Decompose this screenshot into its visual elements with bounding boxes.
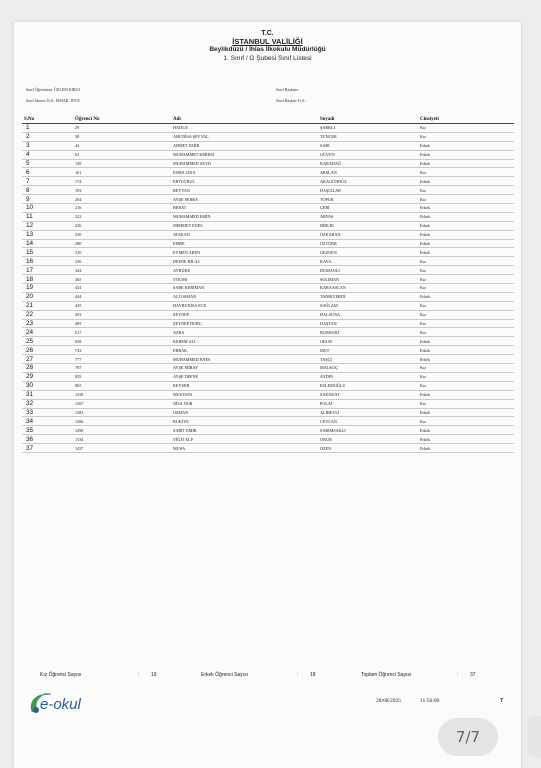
row-gender: Erkek xyxy=(418,346,514,355)
row-name: AYBÜKE xyxy=(171,266,318,275)
row-student-no: 1267 xyxy=(73,399,171,408)
row-gender: Kız xyxy=(418,124,514,133)
row-name: MUSA xyxy=(171,444,318,453)
row-gender: Erkek xyxy=(418,159,514,168)
row-student-no: 444 xyxy=(73,292,171,301)
row-name: MEHMET ENES xyxy=(171,221,318,230)
row-surname: CEYLAN xyxy=(318,417,418,426)
row-gender: Kız xyxy=(418,364,514,373)
row-student-no: 38 xyxy=(73,132,171,141)
row-student-no: 149 xyxy=(73,159,171,168)
table-row xyxy=(22,266,514,275)
row-student-no: 29 xyxy=(73,124,171,133)
row-sno: 21 xyxy=(22,301,73,310)
row-name: EMRE xyxy=(171,239,318,248)
row-gender: Kız xyxy=(418,132,514,141)
table-row xyxy=(22,212,514,221)
row-student-no: 777 xyxy=(73,355,171,364)
row-name: AHMET EMİR xyxy=(171,141,318,150)
meb-label: MEB xyxy=(44,692,51,696)
row-sno: 36 xyxy=(22,435,73,444)
row-gender: Kız xyxy=(418,319,514,328)
row-surname: DAŞCILAR xyxy=(318,186,418,195)
row-student-no: 743 xyxy=(73,346,171,355)
col-name: Adı xyxy=(171,116,318,124)
row-student-no: 1283 xyxy=(73,408,171,417)
row-name: DEFNE HİLAL xyxy=(171,257,318,266)
row-name: KEVSER xyxy=(171,381,318,390)
header-tc: T.C. xyxy=(261,30,274,37)
row-surname: TANRIVERDİ xyxy=(318,292,418,301)
row-surname: ARVAS xyxy=(318,212,418,221)
row-sno: 31 xyxy=(22,390,73,399)
table-row xyxy=(22,319,514,328)
row-surname: SOLIMAN xyxy=(318,275,418,284)
col-sno: S.No xyxy=(22,116,73,124)
table-row xyxy=(22,186,514,195)
row-student-no: 63 xyxy=(73,150,171,159)
document-page xyxy=(14,22,521,768)
total-count: 37 xyxy=(470,672,476,678)
table-row xyxy=(22,372,514,381)
table-row xyxy=(22,168,514,177)
row-gender: Kız xyxy=(418,417,514,426)
table-row xyxy=(22,195,514,204)
row-student-no: 310 xyxy=(73,248,171,257)
table-row xyxy=(22,292,514,301)
row-student-no: 174 xyxy=(73,177,171,186)
row-surname: AYDIN xyxy=(318,372,418,381)
table-row xyxy=(22,417,514,426)
row-surname: OKUR xyxy=(318,337,418,346)
row-sno: 25 xyxy=(22,337,73,346)
row-gender: Kız xyxy=(418,186,514,195)
row-name: MUHAMMED ZEYD xyxy=(171,159,318,168)
row-name: AHUNİSA ŞEVVAL xyxy=(171,132,318,141)
row-sno: 16 xyxy=(22,257,73,266)
row-sno: 28 xyxy=(22,364,73,373)
row-sno: 23 xyxy=(22,319,73,328)
table-row xyxy=(22,364,514,373)
row-sno: 33 xyxy=(22,408,73,417)
row-gender: Erkek xyxy=(418,141,514,150)
row-gender: Kız xyxy=(418,284,514,293)
summary-row: Kız Öğrenci Sayısı : 19 Erkek Öğrenci Sayısı : 18 Toplam Öğrenci Sayısı : 37 xyxy=(40,672,476,678)
row-name: ERTUĞRUL xyxy=(171,177,318,186)
student-table xyxy=(22,116,514,453)
table-row xyxy=(22,435,514,444)
row-sno: 2 xyxy=(22,132,73,141)
row-name: ZEYNEP DURU xyxy=(171,319,318,328)
row-gender: Erkek xyxy=(418,426,514,435)
table-row xyxy=(22,310,514,319)
row-student-no: 424 xyxy=(73,284,171,293)
page-number: 7 xyxy=(500,698,504,704)
row-surname: ESLEMOĞLU xyxy=(318,381,418,390)
table-row xyxy=(22,230,514,239)
page-indicator[interactable]: 7/7 xyxy=(438,718,498,756)
total-count-label: Toplam Öğrenci Sayısı xyxy=(361,672,412,678)
row-sno: 29 xyxy=(22,372,73,381)
side-scroll-handle[interactable] xyxy=(527,716,541,758)
print-time: 11:56:00 xyxy=(420,698,440,704)
row-sno: 3 xyxy=(22,141,73,150)
table-header-row xyxy=(22,116,514,124)
row-gender: Erkek xyxy=(418,337,514,346)
row-name: SABİT EMİR xyxy=(171,426,318,435)
row-student-no: 1296 xyxy=(73,426,171,435)
table-row xyxy=(22,337,514,346)
row-student-no: 280 xyxy=(73,239,171,248)
row-surname: DAŞTAN xyxy=(318,319,418,328)
row-gender: Erkek xyxy=(418,230,514,239)
row-surname: TOPUK xyxy=(318,195,418,204)
row-name: MUHAMMED EMİN xyxy=(171,212,318,221)
row-surname: ÖZTÜRK xyxy=(318,239,418,248)
table-row xyxy=(22,301,514,310)
row-student-no: 617 xyxy=(73,328,171,337)
row-sno: 15 xyxy=(22,248,73,257)
row-surname: ALİBEYLİ xyxy=(318,408,418,417)
row-gender: Kız xyxy=(418,257,514,266)
boys-count: 18 xyxy=(310,672,316,678)
table-row xyxy=(22,159,514,168)
row-surname: ONUR xyxy=(318,435,418,444)
row-surname: AKAGÜNDÜZ xyxy=(318,177,418,186)
row-gender: Kız xyxy=(418,266,514,275)
row-student-no: 835 xyxy=(73,372,171,381)
row-student-no: 1258 xyxy=(73,390,171,399)
student-rows xyxy=(22,124,514,453)
row-surname: ARSLAN xyxy=(318,168,418,177)
row-gender: Kız xyxy=(418,301,514,310)
table-row xyxy=(22,257,514,266)
row-gender: Erkek xyxy=(418,435,514,444)
row-sno: 8 xyxy=(22,186,73,195)
row-student-no: 787 xyxy=(73,364,171,373)
row-name: AYŞE MİRAY xyxy=(171,364,318,373)
table-row xyxy=(22,408,514,417)
row-name: ATAKAN xyxy=(171,230,318,239)
row-gender: Erkek xyxy=(418,239,514,248)
table-row xyxy=(22,204,514,213)
row-student-no: 445 xyxy=(73,301,171,310)
table-row xyxy=(22,132,514,141)
boys-count-label: Erkek Öğrenci Sayısı xyxy=(201,672,248,678)
row-name: OSMAN xyxy=(171,408,318,417)
row-name: AYŞE DEFNE xyxy=(171,372,318,381)
table-row xyxy=(22,221,514,230)
e-okul-logo-text: e-okul xyxy=(40,696,81,713)
row-surname: GÜVEN xyxy=(318,150,418,159)
row-student-no: 336 xyxy=(73,257,171,266)
table-row xyxy=(22,124,514,133)
table-row xyxy=(22,284,514,293)
row-student-no: 365 xyxy=(73,275,171,284)
row-gender: Erkek xyxy=(418,150,514,159)
row-surname: SARIMSAKLI xyxy=(318,426,418,435)
table-row xyxy=(22,426,514,435)
row-sno: 34 xyxy=(22,417,73,426)
row-name: NİSA NUR xyxy=(171,399,318,408)
row-gender: Kız xyxy=(418,168,514,177)
row-surname: KARADAĞ xyxy=(318,159,418,168)
row-student-no: 344 xyxy=(73,266,171,275)
row-gender: Kız xyxy=(418,381,514,390)
row-sno: 19 xyxy=(22,284,73,293)
row-gender: Erkek xyxy=(418,248,514,257)
table-row xyxy=(22,444,514,453)
row-sno: 22 xyxy=(22,310,73,319)
row-gender: Erkek xyxy=(418,204,514,213)
row-student-no: 226 xyxy=(73,221,171,230)
row-gender: Erkek xyxy=(418,212,514,221)
row-sno: 26 xyxy=(22,346,73,355)
col-surname: Soyadı xyxy=(318,116,418,124)
row-student-no: 495 xyxy=(73,319,171,328)
class-teacher: Sınıf Öğretmeni: ÖZLEM KIRGI xyxy=(26,87,80,92)
row-sno: 27 xyxy=(22,355,73,364)
row-surname: BOZKURT xyxy=(318,328,418,337)
row-sno: 11 xyxy=(22,212,73,221)
row-name: KEREM ALİ xyxy=(171,337,318,346)
row-sno: 5 xyxy=(22,159,73,168)
row-name: HATİCE xyxy=(171,124,318,133)
row-sno: 18 xyxy=(22,275,73,284)
row-sno: 12 xyxy=(22,221,73,230)
row-sno: 30 xyxy=(22,381,73,390)
table-row xyxy=(22,177,514,186)
col-gender: Cinsiyeti xyxy=(418,116,514,124)
row-sno: 13 xyxy=(22,230,73,239)
row-name: YİĞİT ALP xyxy=(171,435,318,444)
row-name: YOUSR xyxy=(171,275,318,284)
row-student-no: 230 xyxy=(73,230,171,239)
row-surname: KARAASLAN xyxy=(318,284,418,293)
row-surname: KAYA xyxy=(318,257,418,266)
class-counselor: Sınıf İdaresi Yrd.: İSMAİL İNCE xyxy=(26,98,80,103)
row-gender: Kız xyxy=(418,310,514,319)
row-gender: Kız xyxy=(418,195,514,204)
row-student-no: 965 xyxy=(73,381,171,390)
row-gender: Kız xyxy=(418,399,514,408)
row-name: BERAT xyxy=(171,204,318,213)
row-surname: DUMANLI xyxy=(318,266,418,275)
row-student-no: 658 xyxy=(73,337,171,346)
row-gender: Erkek xyxy=(418,355,514,364)
row-name: ESMA LİNA xyxy=(171,168,318,177)
col-student-no: Öğrenci No xyxy=(73,116,171,124)
row-surname: DALSUNA xyxy=(318,310,418,319)
row-sno: 14 xyxy=(22,239,73,248)
table-row xyxy=(22,381,514,390)
row-sno: 32 xyxy=(22,399,73,408)
row-sno: 7 xyxy=(22,177,73,186)
row-name: MUHAMMET KEREM xyxy=(171,150,318,159)
row-name: RUKİYE xyxy=(171,417,318,426)
row-gender: Erkek xyxy=(418,177,514,186)
row-student-no: 1334 xyxy=(73,435,171,444)
row-surname: ÖZEN xyxy=(318,444,418,453)
table-row xyxy=(22,150,514,159)
row-student-no: 222 xyxy=(73,212,171,221)
row-student-no: 1437 xyxy=(73,444,171,453)
row-sno: 20 xyxy=(22,292,73,301)
table-row xyxy=(22,141,514,150)
row-sno: 10 xyxy=(22,204,73,213)
table-row xyxy=(22,355,514,364)
row-sno: 35 xyxy=(22,426,73,435)
row-name: ERBAK xyxy=(171,346,318,355)
row-surname: MALKOÇ xyxy=(318,364,418,373)
table-row xyxy=(22,346,514,355)
row-name: EYMEN AREN xyxy=(171,248,318,257)
class-president: Sınıf Başkanı: xyxy=(276,87,299,92)
row-name: REYYAN xyxy=(171,186,318,195)
table-row xyxy=(22,239,514,248)
table-row xyxy=(22,328,514,337)
row-gender: Erkek xyxy=(418,292,514,301)
row-name: SARE KERİMAN xyxy=(171,284,318,293)
table-row xyxy=(22,399,514,408)
table-row xyxy=(22,390,514,399)
row-name: MUSTAFA xyxy=(171,390,318,399)
row-surname: POLAT xyxy=(318,399,418,408)
row-sno: 37 xyxy=(22,444,73,453)
header-class-list: 1. Sınıf / G Şubesi Sınıf Listesi xyxy=(223,55,312,62)
row-student-no: 204 xyxy=(73,195,171,204)
row-student-no: 1286 xyxy=(73,417,171,426)
class-vice-president: Sınıf Başkan Yrd.: xyxy=(276,98,306,103)
row-surname: ÇEBİ xyxy=(318,204,418,213)
row-sno: 24 xyxy=(22,328,73,337)
row-name: AYŞE SERRA xyxy=(171,195,318,204)
row-surname: SARI xyxy=(318,141,418,150)
row-surname: ŞARKLI xyxy=(318,124,418,133)
row-surname: SAĞLAM xyxy=(318,301,418,310)
row-name: ALİ OSMAN xyxy=(171,292,318,301)
row-name: MUHAMMED ENES xyxy=(171,355,318,364)
row-gender: Erkek xyxy=(418,221,514,230)
row-gender: Kız xyxy=(418,372,514,381)
row-sno: 6 xyxy=(22,168,73,177)
row-name: AZRA xyxy=(171,328,318,337)
row-surname: GEZGEN xyxy=(318,248,418,257)
row-surname: DİBLİK xyxy=(318,221,418,230)
row-gender: Kız xyxy=(418,328,514,337)
row-surname: ÖZKARAN xyxy=(318,230,418,239)
row-sno: 1 xyxy=(22,124,73,133)
row-gender: Kız xyxy=(418,275,514,284)
girls-count: 19 xyxy=(151,672,157,678)
row-sno: 9 xyxy=(22,195,73,204)
row-sno: 17 xyxy=(22,266,73,275)
row-student-no: 44 xyxy=(73,141,171,150)
row-gender: Erkek xyxy=(418,390,514,399)
row-name: HAYRUNİSA ECE xyxy=(171,301,318,310)
print-date: 28/08/2025 xyxy=(376,698,402,704)
table-row xyxy=(22,248,514,257)
row-student-no: 193 xyxy=(73,186,171,195)
row-sno: 4 xyxy=(22,150,73,159)
row-surname: SADAKAT xyxy=(318,390,418,399)
header-school: Beylikdüzü / İhlas İlkokulu Müdürlüğü xyxy=(209,46,326,53)
row-name: ZEYNEP xyxy=(171,310,318,319)
row-gender: Erkek xyxy=(418,444,514,453)
row-surname: MUT xyxy=(318,346,418,355)
table-row xyxy=(22,275,514,284)
row-student-no: 216 xyxy=(73,204,171,213)
row-surname: TAŞÇI xyxy=(318,355,418,364)
header-valilik: İSTANBUL VALİLİĞİ xyxy=(232,37,303,46)
row-gender: Erkek xyxy=(418,408,514,417)
row-surname: TUNCER xyxy=(318,132,418,141)
row-student-no: 453 xyxy=(73,310,171,319)
girls-count-label: Kız Öğrenci Sayısı xyxy=(40,672,82,678)
row-student-no: 161 xyxy=(73,168,171,177)
